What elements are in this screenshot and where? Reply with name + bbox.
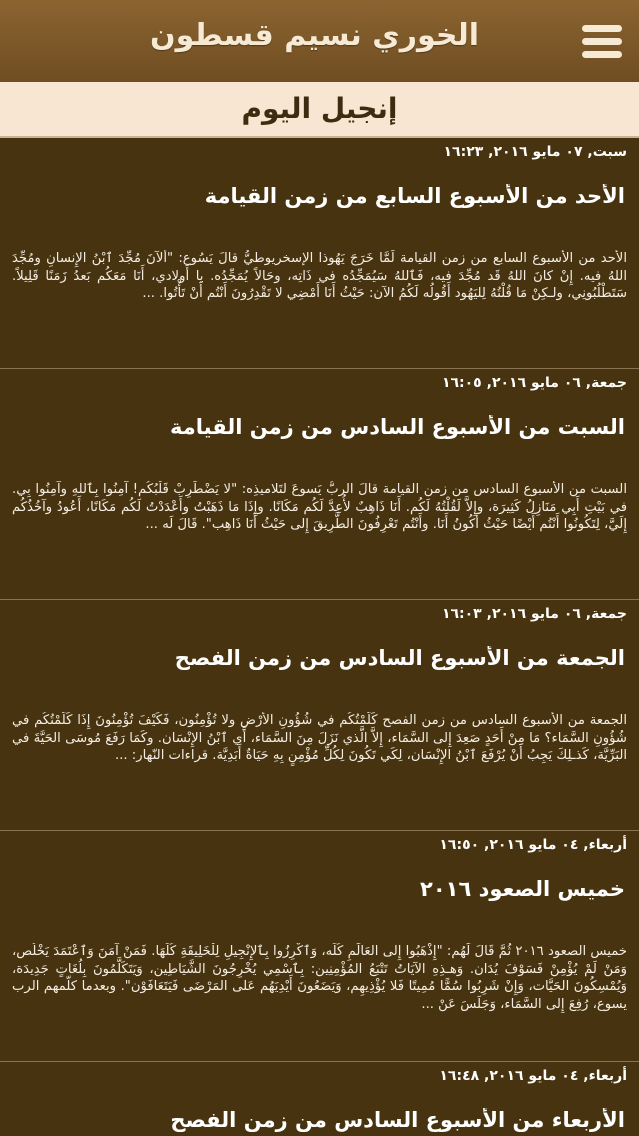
entry-date: أربعاء, ٠٤ مايو ٢٠١٦, ١٦:٥٠	[439, 837, 627, 853]
entry-date: جمعة, ٠٦ مايو ٢٠١٦, ١٦:٠٥	[441, 375, 627, 391]
app-bar	[0, 0, 639, 82]
list-item[interactable]	[0, 831, 639, 1062]
entry-title: الأربعاء من الأسبوع السادس من زمن الفصح	[170, 1108, 625, 1132]
list-item[interactable]	[0, 600, 639, 831]
list-item[interactable]	[0, 369, 639, 600]
entry-excerpt: الجمعة من الأسبوع السادس من زمن الفصح كَلَّمْتُكُم في شُؤُونِ الأَرْضِ ولا تُؤْمِنُون، فَكَيْفَ تُؤْمِنُونَ إِذَا كَلَّمْتُكُم في شُؤُونِ السَّمَاء؟ مَا مِنْ أَحَدٍ صَعِدَ إِلى السَّمَاء، إِلاَّ الَّذي نَزَلَ مِنَ السَّمَاء، أَي ٱبْنُ الإِنْسَان. وكَمَا رَفَعَ مُوسَى الحَيَّةَ في البَرِّيَّة، كَذـلِكَ يَجِبُ أَنْ يُرْفَعَ ٱبْنُ الإِنْسَان، لِكَي تَكُونَ لِكُلِّ مُؤْمِنٍ بِهِ حَيَاةٌ أَبَدِيَّة. قراءات النّهار: ...	[12, 713, 627, 763]
entry-title: الأحد من الأسبوع السابع من زمن القيامة	[204, 184, 625, 208]
entry-title: السبت من الأسبوع السادس من زمن القيامة	[170, 415, 625, 439]
entry-title: الجمعة من الأسبوع السادس من زمن الفصح	[174, 646, 625, 670]
hamburger-menu-icon[interactable]	[580, 24, 624, 60]
list-item[interactable]	[0, 138, 639, 369]
entry-date: أربعاء, ٠٤ مايو ٢٠١٦, ١٦:٤٨	[439, 1068, 627, 1084]
gospel-entries-list[interactable]	[0, 138, 639, 1136]
entry-date: سبت, ٠٧ مايو ٢٠١٦, ١٦:٢٣	[443, 144, 627, 160]
section-title: إنجيل اليوم	[241, 92, 398, 125]
section-header	[0, 82, 639, 138]
menu-line	[582, 38, 622, 45]
entry-title: خميس الصعود ٢٠١٦	[420, 877, 625, 901]
entry-excerpt: السبت من الأسبوع السادس من زمن القيامة قالَ الربُّ يَسوعَ لتَلاميذِه: "لا يَضْطَرِبْ قَلْبُكُم! آمِنُوا بِٱللهِ وآمِنُوا بِي. في بَيْتِ أَبِي مَنَازِلُ كَثِيرَة، وإِلاَّ لَقُلْتُهُ لَكُم. أَنَا ذَاهِبٌ لأُعِدَّ لَكُم مَكَانًا. وإِذَا مَا ذَهَبْتُ وأَعْدَدْتُ لَكُم مَكَانًا، أَعُودُ وآخُذُكُم إِلَيَّ، لِتَكُونُوا أَنْتُم أَيْضًا حَيْثُ أَكُونُ أَنَا. وأَنْتُم تَعْرِفُونَ الطَّرِيقَ إِلى حَيْثُ أَنَا ذَاهِب". قَالَ لَه ...	[12, 482, 627, 532]
entry-excerpt: الأحد من الأسبوع السابع من زمن القيامة لَمَّا خَرَجَ يَهُوذا الإسخريوطيُّ قالَ يَسُوع: "أَلآنَ مُجِّدَ ٱبْنُ الإِنسانِ ومُجِّدَ اللهُ فيه. إِنْ كانَ اللهُ قَد مُجِّدَ فيه، فَٱللهُ سَيُمَجِّدُه في ذَاتِه، وحَالاً يُمَجِّدُه. يا أَولادي، أَنَا مَعَكُم بَعدُ زَمَنًا قَلِيلاً. سَتَطْلُبُونِي، ولـكِنْ مَا قُلْتُهُ لِليَهُود أَقُولُه لَكُمُ الآن: حَيْثُ أَنَا أَمْضِي لا تَقْدِرُونَ أَنْتُم أَنْ تَأْتُوا. ...	[12, 251, 627, 301]
menu-line	[582, 51, 622, 58]
menu-line	[582, 25, 622, 32]
list-item[interactable]	[0, 1062, 639, 1136]
app-title: الخوري نسيم قسطون	[149, 18, 479, 53]
entry-excerpt: خميس الصعود ٢٠١٦ ثُمَّ قَالَ لَهُم: "إِذْهَبُوا إِلى العَالَمِ كُلِّه، وَٱكْرِزُوا بِٱلإِنْجِيلِ لِلْخَلِيقَةِ كُلِّهَا. فَمَنْ آمَنَ وَٱعْتَمَدَ يَخْلُص، وَمَنْ لَمْ يُؤْمِنْ فَسَوْفَ يُدَان. وَهـذِهِ الآيَاتُ تَتْبَعُ المُؤْمِنِين: بِٱسْمِي يُخْرِجُونَ الشَّيَاطِين، وَيَتَكَلَّمُونَ بِلُغَاتٍ جَدِيدَة، وَيُمْسِكُونَ الحَيَّات، وَإِنْ شَرِبُوا سُمًّا مُمِيتًا فَلا يُؤْذِيهِم، وَيَضَعُونَ أَيْدِيَهُم عَلى المَرْضَى فَيَتَعَافَوْن". وبعدما كلّمهم الرب يسوع، رُفِعَ إِلى السَّمَاء، وَجَلَسَ عَنْ ...	[12, 944, 627, 1012]
entry-date: جمعة, ٠٦ مايو ٢٠١٦, ١٦:٠٣	[441, 606, 627, 622]
